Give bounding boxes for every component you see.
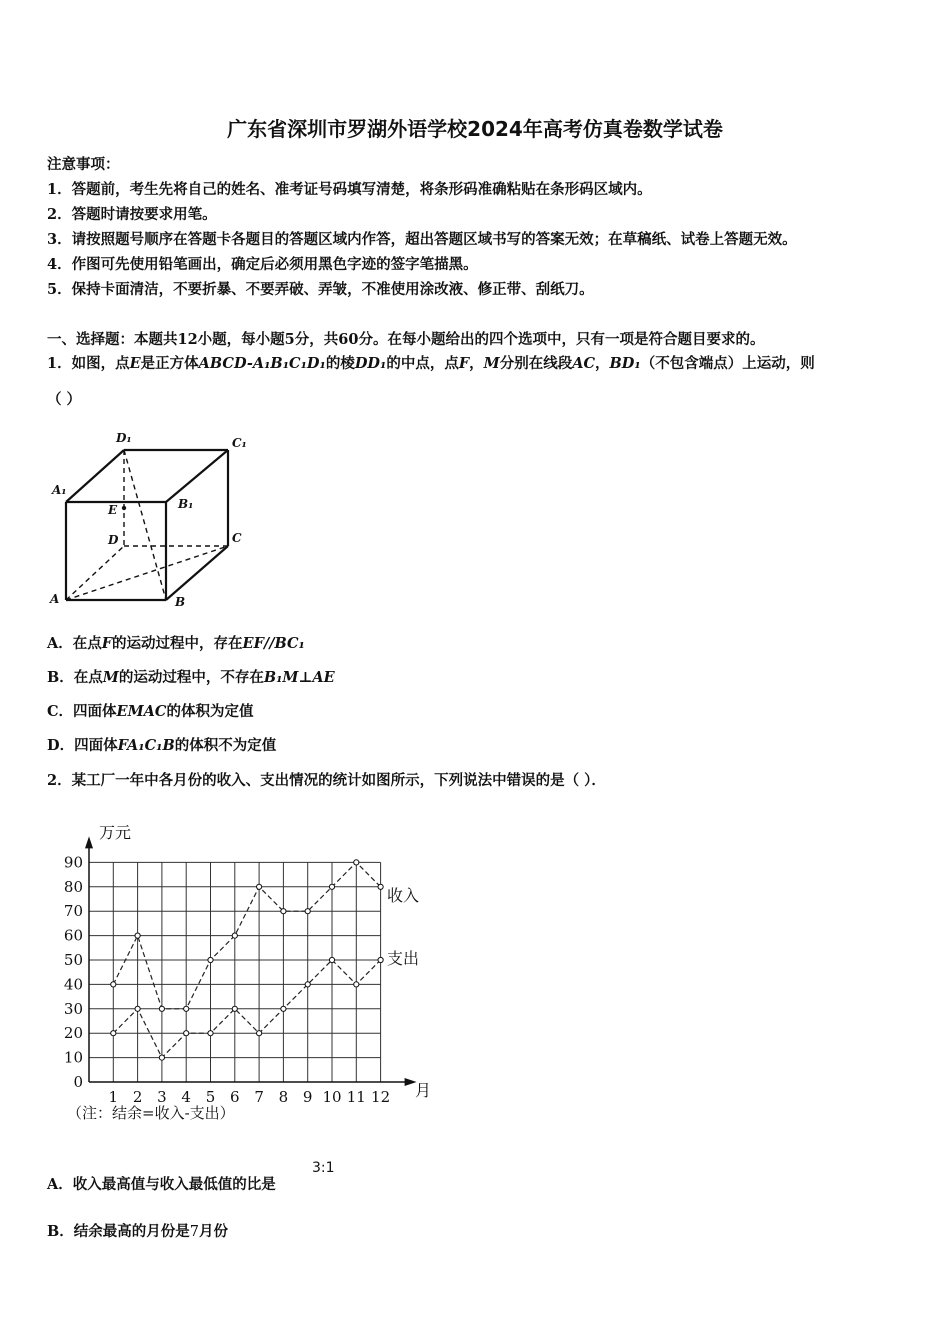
x-tick-label: 5 [205, 1088, 216, 1106]
data-point-expense [329, 957, 334, 962]
x-tick-label: 1 [108, 1088, 119, 1106]
label-a1: A₁ [52, 483, 67, 497]
point-e [122, 506, 126, 510]
x-tick-label: 12 [371, 1088, 391, 1106]
diag-bd1 [124, 450, 166, 600]
label-a: A [50, 592, 60, 606]
label-c1: C₁ [232, 436, 247, 450]
notice-1: 1．答题前，考生先将自己的姓名、准考证号码填写清楚，将条形码准确粘贴在条形码区域内。 [47, 181, 652, 198]
section-heading: 一、选择题：本题共12小题，每小题5分，共60分。在每小题给出的四个选项中，只有一项是符合题目要求的。 [47, 331, 765, 348]
cube-figure [48, 428, 268, 618]
x-tick-label: 8 [278, 1088, 289, 1106]
y-tick-label: 0 [73, 1073, 83, 1091]
label-c: C [232, 531, 242, 545]
q1-option-b[interactable]: B．在点M的运动过程中，不存在B₁M⊥AE [47, 669, 335, 686]
edge-ad [66, 546, 124, 600]
data-point-income [184, 1006, 189, 1011]
edge-b1c1 [166, 450, 228, 502]
data-point-expense [232, 1006, 237, 1011]
label-d: D [108, 533, 119, 547]
y-axis-arrow [85, 836, 93, 848]
q1-option-d[interactable]: D．四面体FA₁C₁B的体积不为定值 [47, 737, 277, 754]
data-point-expense [111, 1031, 116, 1036]
notice-3: 3．请按照题号顺序在答题卡各题目的答题区域内作答，超出答题区域书写的答案无效；在草稿纸、试卷上答题无效。 [47, 231, 797, 248]
notice-4: 4．作图可先使用铅笔画出，确定后必须用黑色字迹的签字笔描黑。 [47, 256, 478, 273]
data-point-income [159, 1006, 164, 1011]
notice-5: 5．保持卡面清洁，不要折暴、不要弄破、弄皱，不准使用涂改液、修正带、刮纸刀。 [47, 281, 594, 298]
label-b1: B₁ [178, 497, 194, 511]
x-tick-label: 4 [181, 1088, 191, 1106]
data-point-income [232, 933, 237, 938]
data-point-expense [208, 1031, 213, 1036]
data-point-income [354, 860, 359, 865]
y-tick-label: 60 [63, 926, 83, 945]
income-expense-chart [55, 816, 445, 1136]
data-point-income [329, 884, 334, 889]
q2-option-b[interactable]: B．结余最高的月份是7月份 [47, 1223, 228, 1240]
label-d1: D₁ [116, 431, 132, 445]
y-tick-label: 70 [63, 902, 83, 921]
data-point-expense [281, 1006, 286, 1011]
series-label-income: 收入 [387, 886, 420, 905]
notice-2: 2．答题时请按要求用笔。 [47, 206, 217, 223]
q1-option-a[interactable]: A．在点F的运动过程中，存在EF//BC₁ [47, 635, 305, 652]
x-tick-label: 9 [302, 1088, 313, 1106]
data-point-expense [159, 1055, 164, 1060]
data-point-income [135, 933, 140, 938]
chart-grid [89, 862, 381, 1082]
q1-blank: （ ） [47, 391, 82, 408]
chart-note: （注：结余=收入-支出） [67, 1104, 235, 1122]
q2-option-a[interactable]: A．收入最高值与收入最低值的比是 [47, 1176, 276, 1193]
data-point-income [281, 909, 286, 914]
y-tick-label: 10 [63, 1048, 83, 1067]
label-b: B [175, 595, 186, 609]
x-tick-label: 7 [254, 1088, 264, 1106]
edge-bc [166, 546, 228, 600]
y-tick-label: 80 [63, 877, 83, 896]
x-tick-label: 3 [157, 1088, 167, 1106]
data-point-expense [135, 1006, 140, 1011]
y-axis-label: 万元 [99, 823, 132, 842]
x-tick-label: 6 [230, 1088, 240, 1106]
y-tick-label: 50 [63, 951, 83, 969]
data-point-expense [305, 982, 310, 987]
data-point-expense [354, 982, 359, 987]
label-e: E [108, 503, 118, 517]
data-point-expense [257, 1031, 262, 1036]
data-point-expense [378, 957, 383, 962]
y-tick-label: 20 [63, 1024, 83, 1043]
data-point-income [257, 884, 262, 889]
q1-option-c[interactable]: C．四面体EMAC的体积为定值 [47, 703, 254, 720]
y-tick-label: 40 [63, 975, 83, 994]
page-title: 广东省深圳市罗湖外语学校2024年高考仿真卷数学试卷 [227, 117, 723, 141]
q2-option-a-ratio: 3:1 [312, 1160, 335, 1176]
y-tick-label: 30 [63, 999, 83, 1018]
notice-header: 注意事项： [47, 156, 120, 173]
x-axis-label: 月 [415, 1081, 432, 1100]
data-point-income [208, 957, 213, 962]
q1-stem: 1．如图，点E是正方体ABCD-A₁B₁C₁D₁的棱DD₁的中点，点F，M分别在线段AC，BD₁（不包含端点）上运动，则 [47, 355, 815, 372]
y-tick-label: 90 [63, 853, 83, 872]
data-point-income [378, 884, 383, 889]
x-tick-label: 2 [132, 1088, 143, 1106]
x-tick-label: 10 [322, 1088, 342, 1106]
edge-a1d1 [66, 450, 124, 502]
series-label-expense: 支出 [387, 949, 420, 968]
data-point-income [305, 909, 310, 914]
data-point-expense [184, 1031, 189, 1036]
q2-stem: 2．某工厂一年中各月份的收入、支出情况的统计如图所示，下列说法中错误的是（ ）． [47, 772, 606, 789]
data-point-income [111, 982, 116, 987]
diag-ac [66, 546, 228, 600]
x-tick-label: 11 [346, 1088, 366, 1106]
